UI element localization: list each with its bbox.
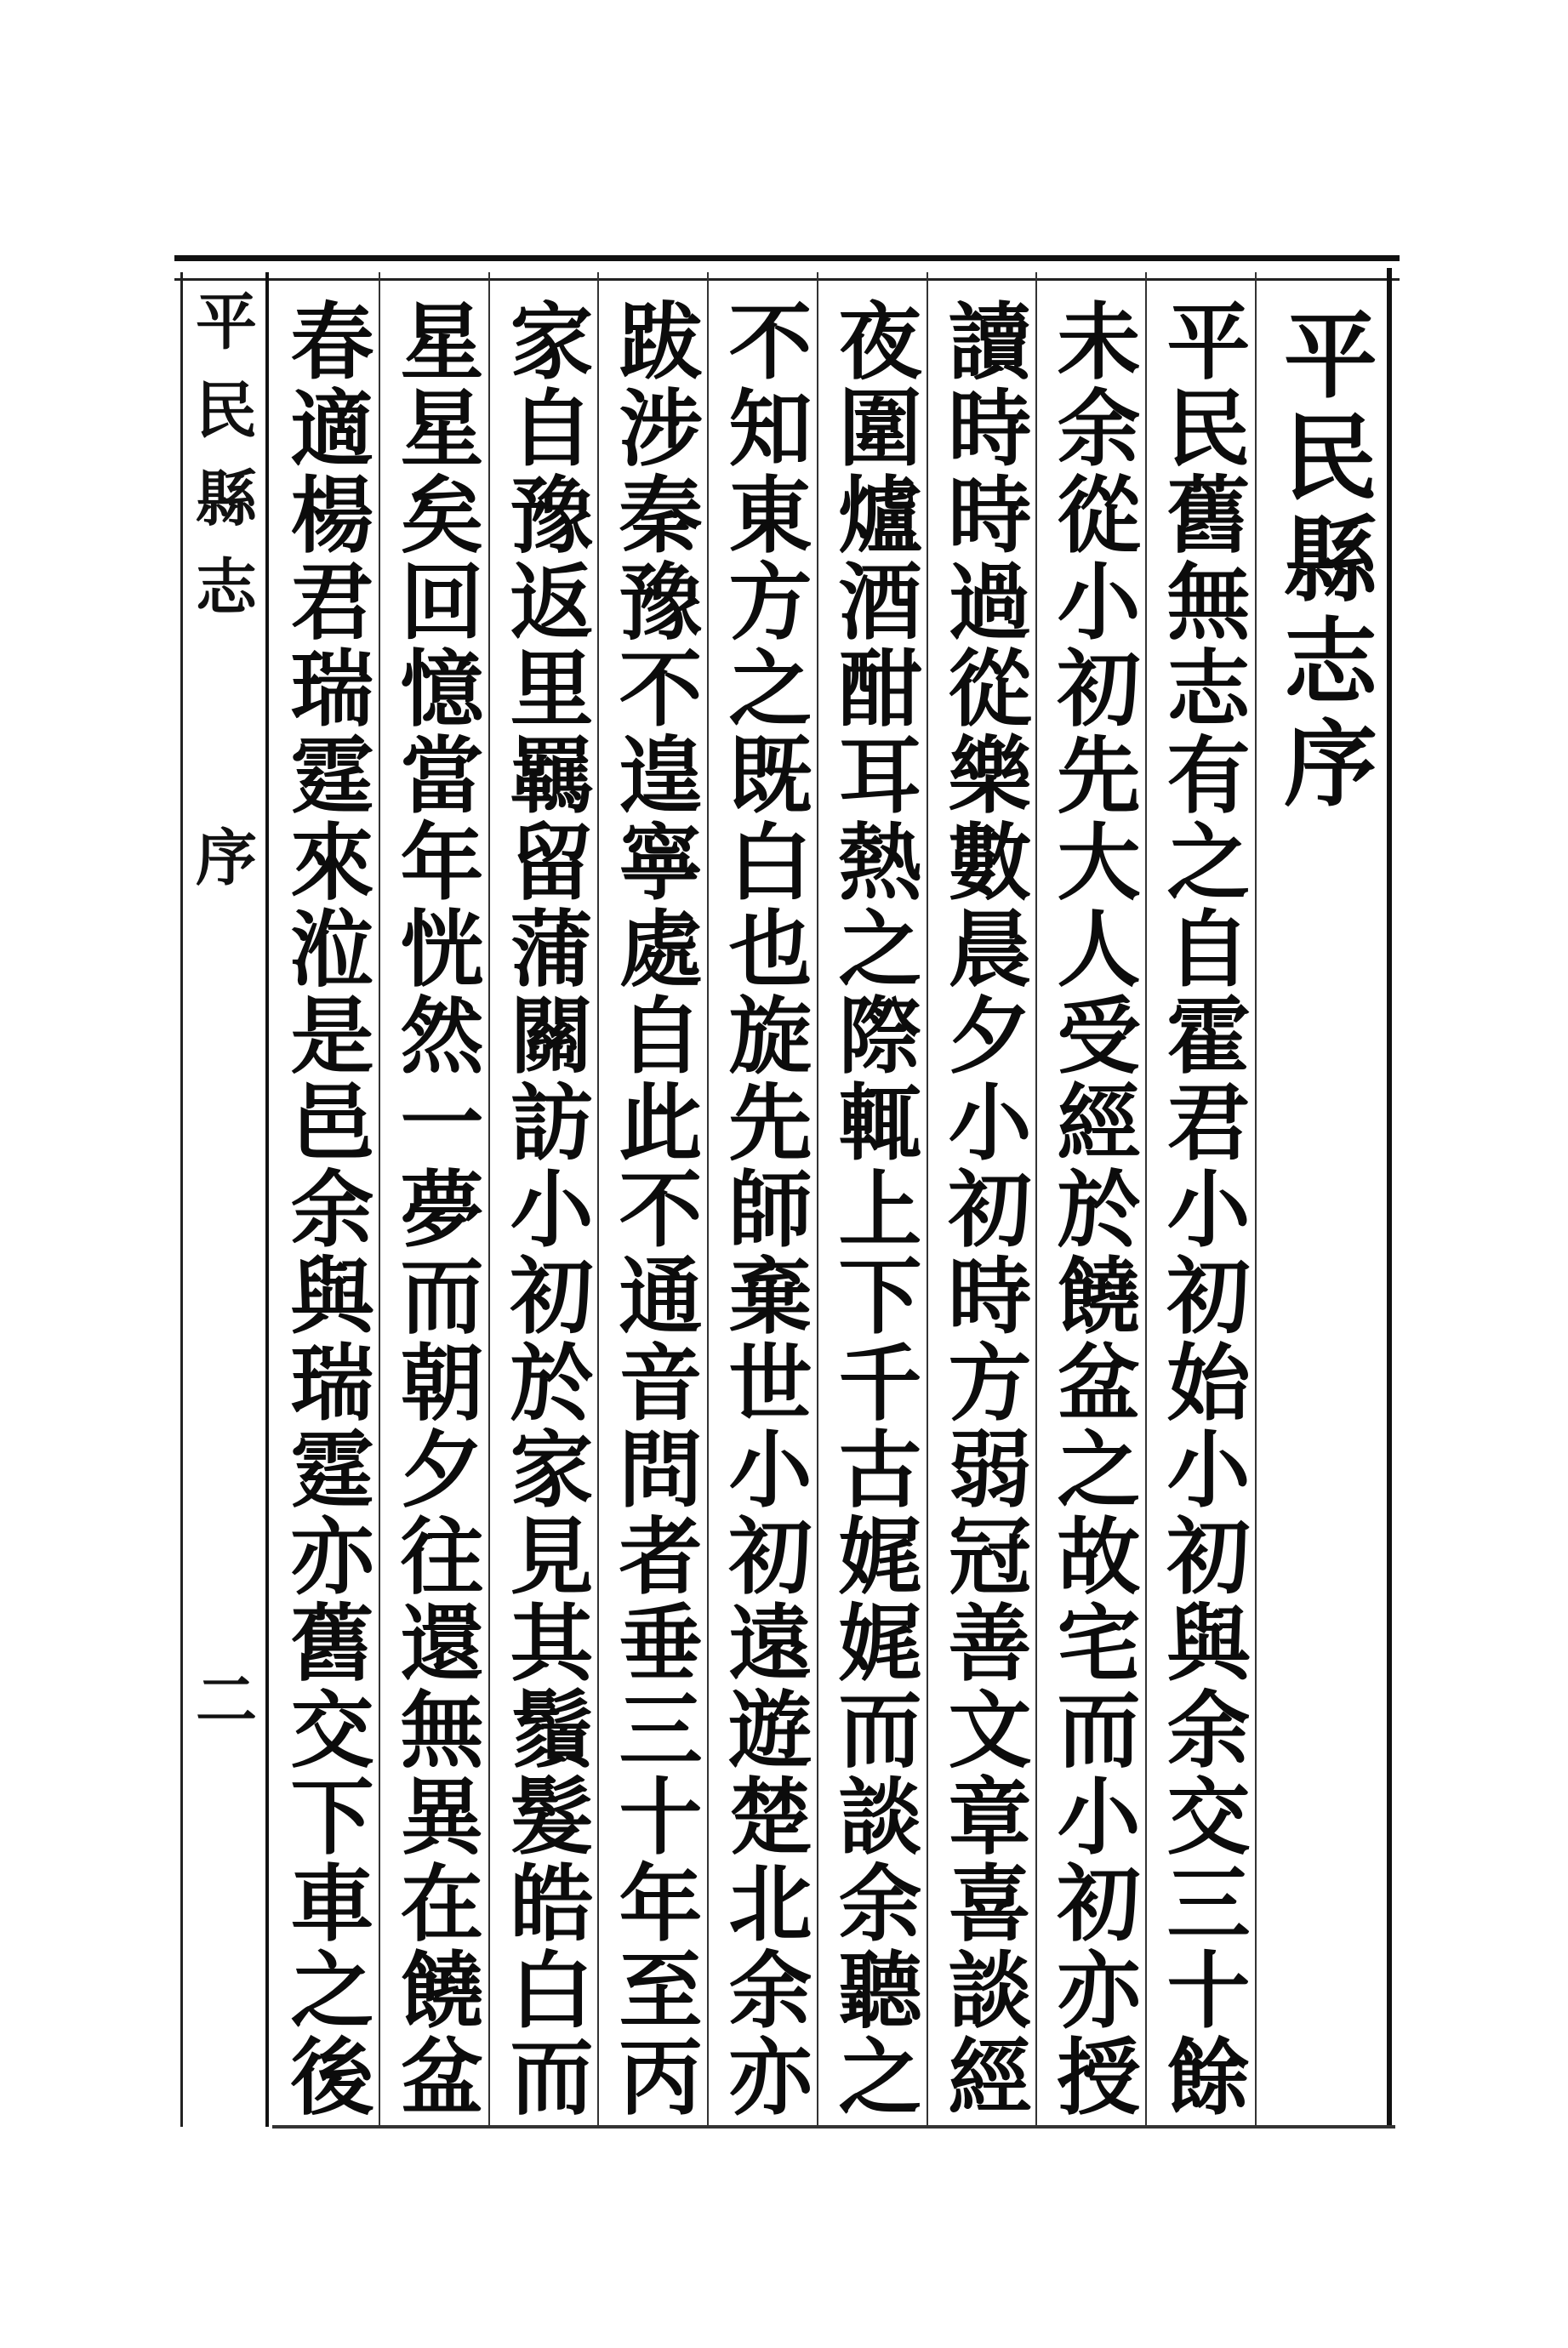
text-column-8: 星星矣回憶當年恍然一夢而朝夕往還無異在饒盆 <box>386 298 484 2120</box>
text-column-5: 不知東方之既白也旋先師棄世小初遠遊楚北余亦 <box>715 298 813 2120</box>
column-rule <box>597 272 599 2127</box>
gutter-book-title: 平民縣志 <box>185 289 258 643</box>
frame-top-border <box>174 255 1400 281</box>
frame-right-border <box>1387 268 1392 2127</box>
gutter-section-label: 序 <box>185 825 258 914</box>
text-column-4: 夜圍爐酒酣耳熱之際輒上下千古娓娓而談余聽之 <box>824 298 922 2120</box>
column-rule <box>707 272 709 2127</box>
gutter-right-rule <box>265 272 269 2127</box>
text-column-1: 平民舊無志有之自霍君小初始小初與余交三十餘 <box>1153 298 1251 2120</box>
text-column-2: 未余從小初先大人受經於饒盆之故宅而小初亦授 <box>1043 298 1141 2120</box>
column-rule <box>1035 272 1037 2127</box>
column-rule <box>379 272 380 2127</box>
preface-heading: 平民縣志序 <box>1269 306 1378 817</box>
column-rule <box>1255 272 1257 2127</box>
text-column-3: 讀時時過從樂數晨夕小初時方弱冠善文章喜談經 <box>934 298 1032 2120</box>
text-column-9: 春適楊君瑞霆來涖是邑余與瑞霆亦舊交下車之後 <box>277 298 374 2120</box>
text-column-7: 家自豫返里羈留蒲關訪小初於家見其鬚髮皓白而 <box>496 298 594 2120</box>
column-rule <box>927 272 928 2127</box>
column-rule <box>488 272 490 2127</box>
column-rule <box>817 272 818 2127</box>
text-column-6: 跋涉秦豫不遑寧處自此不通音問者垂三十年至丙 <box>605 298 703 2120</box>
gutter-page-number: 二 <box>185 1667 258 1756</box>
column-rule <box>1145 272 1147 2127</box>
